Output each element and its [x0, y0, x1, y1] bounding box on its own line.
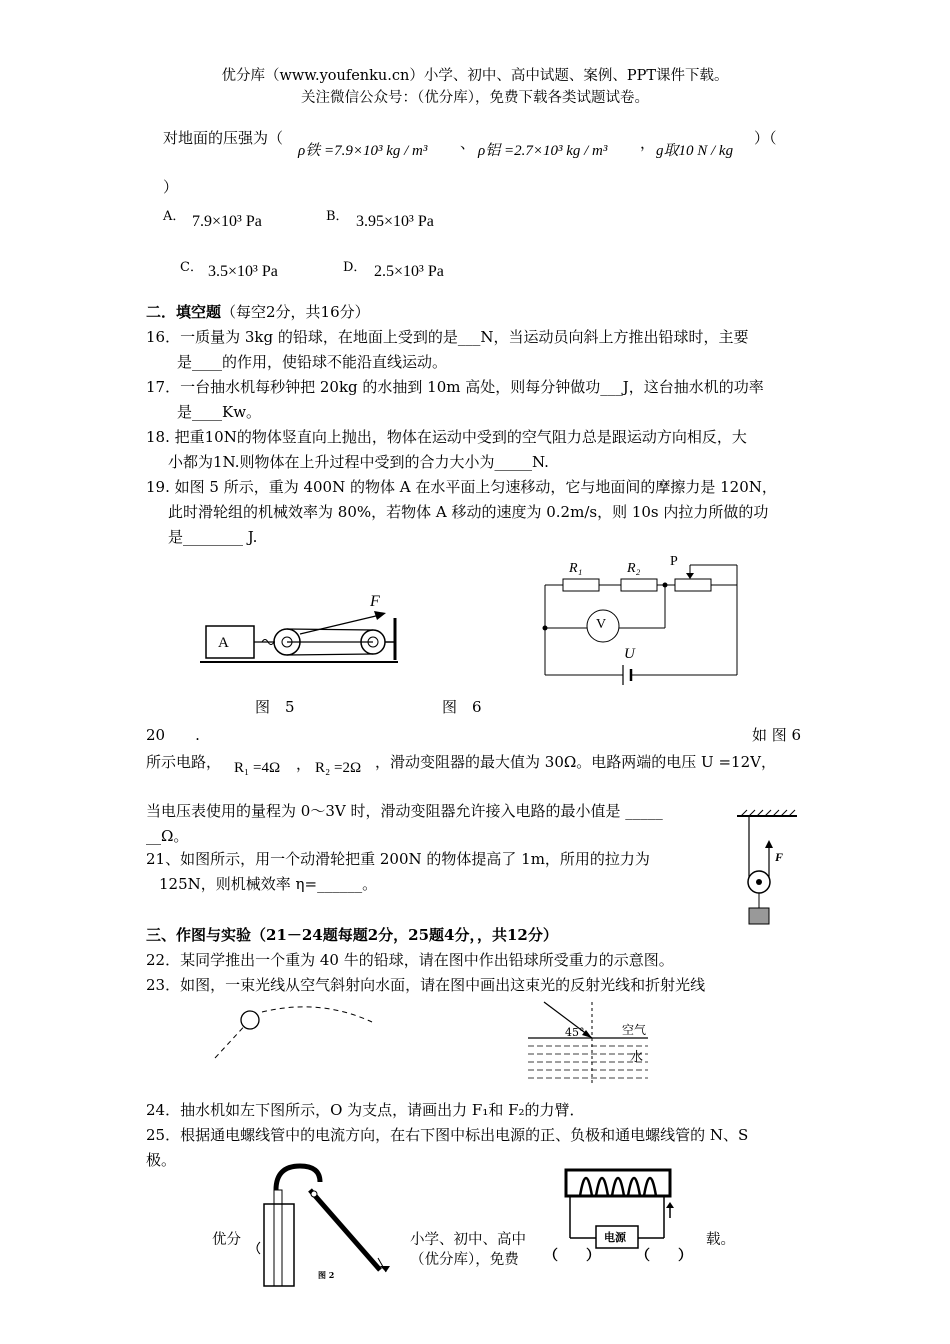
figure5-caption: 图 5 — [255, 698, 295, 716]
q25-line2: 极。 — [146, 1151, 177, 1169]
q15-formula-g: g取10 N / kg — [656, 143, 734, 159]
q15-formula-iron: ρ铁 =7.9×10³ kg / m³ — [298, 143, 428, 159]
q18-line2: 小都为1N.则物体在上升过程中受到的合力大小为_____N. — [168, 453, 549, 471]
q21-line2: 125N，则机械效率 η=______。 — [159, 875, 378, 893]
air-label: 空气 — [622, 1023, 647, 1037]
q15-option-b-value: 3.95×10³ Pa — [356, 213, 434, 230]
figure6-r1-label: R₁ — [569, 561, 583, 576]
q15-close: ）（ — [754, 129, 777, 147]
header-line1: 优分库（www.youfenku.cn）小学、初中、高中试题、案例、PPT课件下载。 — [221, 68, 729, 84]
q20-comma: ， — [296, 755, 312, 773]
figure6-p-label: P — [670, 554, 678, 569]
q22-text: 22．某同学推出一个重为 40 牛的铅球，请在图中作出铅球所受重力的示意图。 — [146, 951, 674, 969]
section3-title: 三、作图与实验（21－24题每题2分，25题4分，，共12分） — [146, 926, 558, 944]
q15-stem: 对地面的压强为（ — [163, 129, 284, 147]
footer-part-c: 载。 — [706, 1232, 735, 1248]
bracket-right: （ ） — [636, 1248, 692, 1264]
footer-part-a: 优分 — [212, 1232, 241, 1248]
q15-sep: 、 — [460, 134, 476, 152]
q15-comma: ， — [640, 134, 656, 152]
figure6-r2-label: R₂ — [627, 561, 641, 576]
power-source-label: 电源 — [604, 1231, 626, 1244]
q18-line1: 18. 把重10N的物体竖直向上抛出，物体在运动中受到的空气阻力总是跟运动方向相反，大 — [146, 428, 747, 446]
q15-formula-al: ρ铝 =2.7×10³ kg / m³ — [478, 143, 608, 159]
q20-line3: 当电压表使用的量程为 0～3V 时，滑动变阻器允许接入电路的最小值是 _____ — [146, 802, 663, 820]
water-label: 水 — [630, 1050, 644, 1065]
q20-right: 如 图 6 — [752, 726, 802, 744]
pump-handle-top — [276, 1166, 320, 1190]
q16-line2: 是____的作用，使铅球不能沿直线运动。 — [177, 353, 448, 371]
q19-line2: 此时滑轮组的机械效率为 80%，若物体 A 移动的速度为 0.2m/s，则 10s 内拉力所做的功 — [168, 503, 769, 521]
figure6-caption: 图 6 — [442, 698, 482, 716]
q17-line2: 是____Kw。 — [177, 403, 262, 421]
q16-line1: 16．一质量为 3kg 的铅球，在地面上受到的是___N，当运动员向斜上方推出铅球时，主要 — [146, 328, 749, 346]
resistor-r2 — [621, 579, 657, 591]
figure-movable-pulley — [735, 810, 805, 930]
q20-number: 20 . — [146, 726, 200, 744]
q23-text: 23．如图，一束光线从空气斜射向水面，请在图中画出这束光的反射光线和折射光线 — [146, 976, 706, 994]
pump-lever — [310, 1190, 380, 1270]
weight — [749, 908, 769, 924]
figure-light-refraction — [528, 1000, 650, 1088]
block-a — [206, 626, 254, 658]
section2-note: （每空2分，共16分） — [221, 303, 370, 321]
q25-line1: 25．根据通电螺线管中的电流方向，在右下图中标出电源的正、负极和通电螺线管的 N、S — [146, 1126, 749, 1144]
angle-label: 45° — [565, 1026, 585, 1039]
q15-option-d-value: 2.5×10³ Pa — [374, 263, 444, 280]
footer-part-d: （优分库），免费 — [410, 1252, 519, 1268]
q21-line1: 21、如图所示，用一个动滑轮把重 200N 的物体提高了 1m，所用的拉力为 — [146, 850, 650, 868]
q20-line4: __Ω。 — [146, 827, 189, 845]
figure6-v-label: V — [596, 617, 607, 632]
resistor-r1 — [563, 579, 599, 591]
shot-put-ball — [241, 1011, 259, 1029]
figure5-force-label: F — [370, 593, 380, 610]
q15-option-a-label: A． — [163, 209, 186, 224]
q15-option-d-label: D． — [343, 260, 367, 275]
q24-figure-label: 图 2 — [318, 1270, 335, 1280]
q20-line2a: 所示电路， — [146, 753, 222, 771]
section2-title: 二．填空题 — [146, 303, 222, 321]
q20-r1: R₁ =4Ω — [234, 760, 281, 776]
q19-line3: 是________ J. — [168, 528, 258, 546]
q15-option-a-value: 7.9×10³ Pa — [192, 213, 262, 230]
q20-line2b: ，滑动变阻器的最大值为 30Ω。电路两端的电压 U =12V， — [375, 753, 776, 771]
q15-close2: ） — [163, 178, 179, 196]
q15-option-b-label: B． — [326, 209, 349, 224]
header-line2: 关注微信公众号：（优分库），免费下载各类试题试卷。 — [301, 90, 649, 106]
q20-r2: R₂ =2Ω — [315, 760, 362, 776]
q24-text: 24．抽水机如左下图所示，O 为支点，请画出力 F₁和 F₂的力臂． — [146, 1101, 585, 1119]
q15-option-c-label: C． — [180, 260, 203, 275]
rheostat — [675, 579, 711, 591]
figure-shot-put — [210, 1000, 380, 1065]
q17-line1: 17．一台抽水机每秒钟把 20kg 的水抽到 10m 高处，则每分钟做功___J，这台抽水机的功率 — [146, 378, 764, 396]
q19-line1: 19. 如图 5 所示，重为 400N 的物体 A 在水平面上匀速移动，它与地面间的摩擦力是 120N， — [146, 478, 777, 496]
section2-heading — [146, 300, 370, 325]
figure5-block-label: A — [218, 635, 229, 651]
q15-option-c-value: 3.5×10³ Pa — [208, 263, 278, 280]
figure6-u-label: U — [624, 646, 635, 662]
q21-force-label: F — [775, 850, 784, 864]
footer-part-b: 小学、初中、高中 — [410, 1232, 526, 1248]
bracket-left: （ ） — [544, 1248, 600, 1264]
